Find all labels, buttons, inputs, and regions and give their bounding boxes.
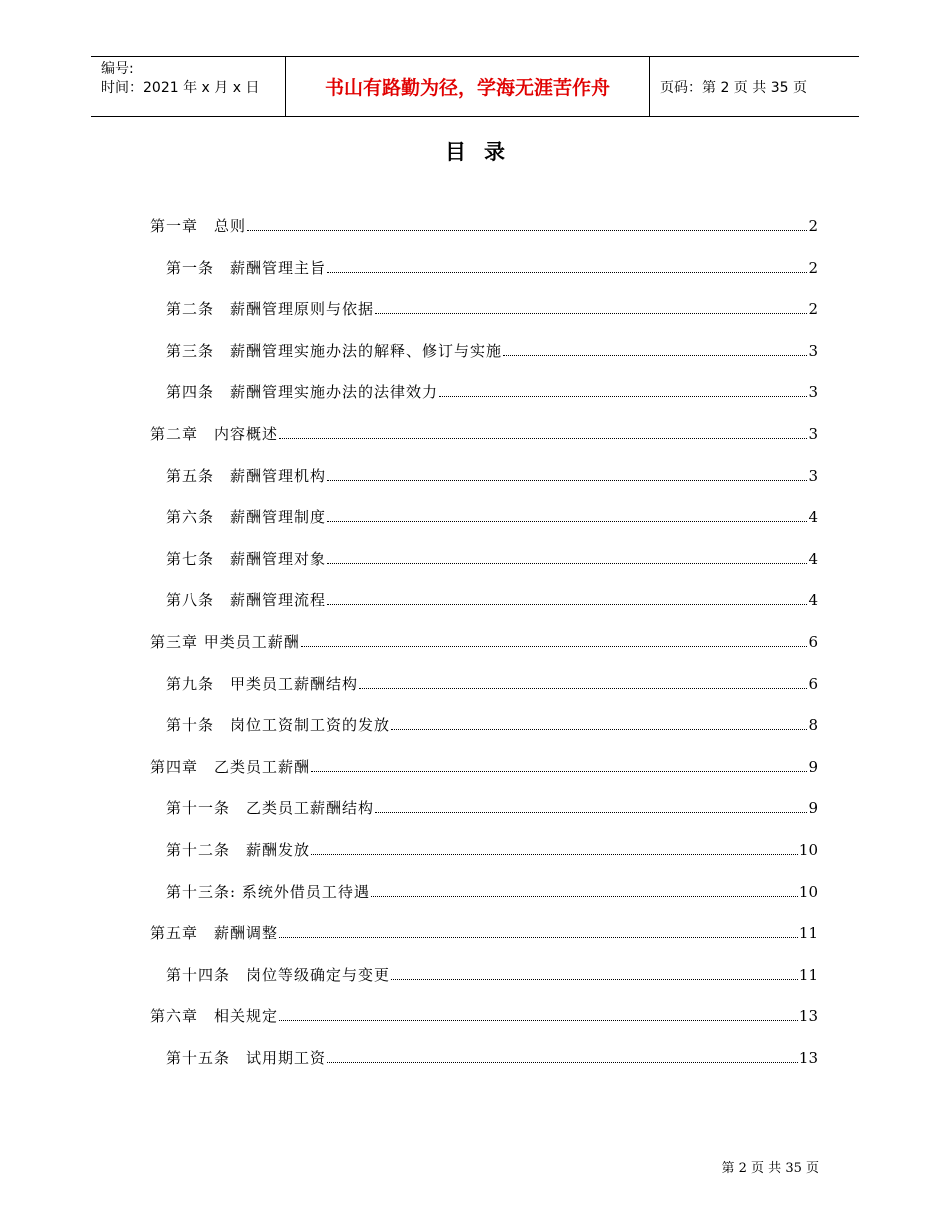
toc-article-entry[interactable] [150,797,818,839]
table-of-contents [150,215,818,1088]
toc-entry-title: 第十二条 薪酬发放 [166,840,311,859]
toc-entry-title: 第十四条 岗位等级确定与变更 [166,965,391,984]
toc-entry-page: 2 [808,217,818,235]
toc-chapter-entry[interactable] [150,1005,818,1047]
toc-dot-leader [375,312,807,314]
toc-entry-title: 第七条 薪酬管理对象 [166,549,327,568]
toc-entry-title: 第三章 甲类员工薪酬 [150,632,300,651]
toc-entry-page: 6 [808,632,818,651]
page-header [91,56,859,117]
toc-entry-title: 第三条 薪酬管理实施办法的解释、修订与实施 [166,341,503,360]
toc-entry-title: 第二条 薪酬管理原则与依据 [166,300,375,319]
toc-article-entry[interactable] [150,964,818,1006]
toc-chapter-entry[interactable] [150,756,818,798]
toc-dot-leader [247,229,807,231]
toc-article-entry[interactable] [150,548,818,590]
toc-entry-title: 第二章 内容概述 [150,424,279,443]
page-footer: 第 2 页 共 35 页 [721,1161,819,1176]
toc-entry-page: 6 [808,674,818,693]
toc-entry-title: 第十三条: 系统外借员工待遇 [166,882,370,901]
toc-entry-title: 第一条 薪酬管理主旨 [166,258,327,277]
toc-dot-leader [375,811,807,813]
toc-entry-page: 11 [798,965,818,984]
toc-entry-title: 第一章 总则 [150,217,247,235]
toc-dot-leader [327,1061,798,1063]
toc-article-entry[interactable] [150,298,818,340]
toc-entry-title: 第四条 薪酬管理实施办法的法律效力 [166,383,439,402]
toc-dot-leader [279,1019,798,1021]
toc-entry-page: 3 [808,424,818,443]
toc-entry-page: 9 [808,799,818,818]
toc-article-entry[interactable] [150,340,818,382]
toc-article-entry[interactable] [150,257,818,299]
toc-dot-leader [311,770,807,772]
toc-dot-leader [279,936,798,938]
toc-dot-leader [301,645,808,647]
header-motto: 书山有路勤为径，学海无涯苦作舟 [286,57,650,116]
toc-dot-leader [327,520,807,522]
toc-article-entry[interactable] [150,714,818,756]
toc-entry-page: 9 [808,757,818,776]
toc-entry-page: 11 [798,924,818,943]
toc-dot-leader [503,354,807,356]
toc-entry-page: 3 [808,341,818,360]
toc-entry-title: 第五章 薪酬调整 [150,924,279,943]
toc-chapter-entry[interactable] [150,423,818,465]
toc-entry-page: 10 [798,840,818,859]
toc-entry-title: 第四章 乙类员工薪酬 [150,757,311,776]
toc-article-entry[interactable] [150,589,818,631]
toc-article-entry[interactable] [150,506,818,548]
toc-entry-title: 第十五条 试用期工资 [166,1048,327,1067]
toc-entry-title: 第九条 甲类员工薪酬结构 [166,674,359,693]
toc-chapter-entry[interactable] [150,922,818,964]
document-number-label: 编号: [101,61,134,77]
toc-article-entry[interactable] [150,381,818,423]
toc-entry-title: 第八条 薪酬管理流程 [166,591,327,610]
toc-entry-page: 4 [808,549,818,568]
toc-entry-page: 13 [798,1007,818,1026]
toc-article-entry[interactable] [150,839,818,881]
toc-entry-title: 第六章 相关规定 [150,1007,279,1026]
document-time-label: 时间：2021 年 x 月 x 日 [101,80,260,96]
toc-dot-leader [391,978,798,980]
toc-entry-page: 4 [808,591,818,610]
toc-dot-leader [371,895,798,897]
toc-article-entry[interactable] [150,1047,818,1089]
header-page-info: 页码：第 2 页 共 35 页 [660,79,807,96]
toc-dot-leader [279,437,807,439]
toc-title: 目录 [445,140,523,164]
toc-entry-title: 第五条 薪酬管理机构 [166,466,327,485]
toc-entry-page: 8 [808,716,818,735]
toc-dot-leader [327,603,807,605]
toc-dot-leader [359,687,807,689]
toc-entry-title: 第十一条 乙类员工薪酬结构 [166,799,375,818]
toc-dot-leader [327,479,807,481]
toc-chapter-entry[interactable] [150,215,818,257]
toc-entry-page: 2 [808,300,818,319]
toc-entry-page: 4 [808,508,818,527]
toc-dot-leader [311,853,798,855]
toc-dot-leader [391,728,807,730]
toc-entry-page: 3 [808,383,818,402]
toc-article-entry[interactable] [150,673,818,715]
toc-dot-leader [327,562,807,564]
toc-entry-title: 第六条 薪酬管理制度 [166,508,327,527]
toc-article-entry[interactable] [150,465,818,507]
toc-dot-leader [439,395,807,397]
header-meta [91,57,286,116]
toc-entry-page: 3 [808,466,818,485]
toc-entry-title: 第十条 岗位工资制工资的发放 [166,716,391,735]
toc-entry-page: 13 [798,1048,818,1067]
toc-article-entry[interactable] [150,881,818,923]
toc-dot-leader [327,271,807,273]
toc-chapter-entry[interactable] [150,631,818,673]
toc-entry-page: 2 [808,258,818,277]
toc-entry-page: 10 [798,882,818,901]
